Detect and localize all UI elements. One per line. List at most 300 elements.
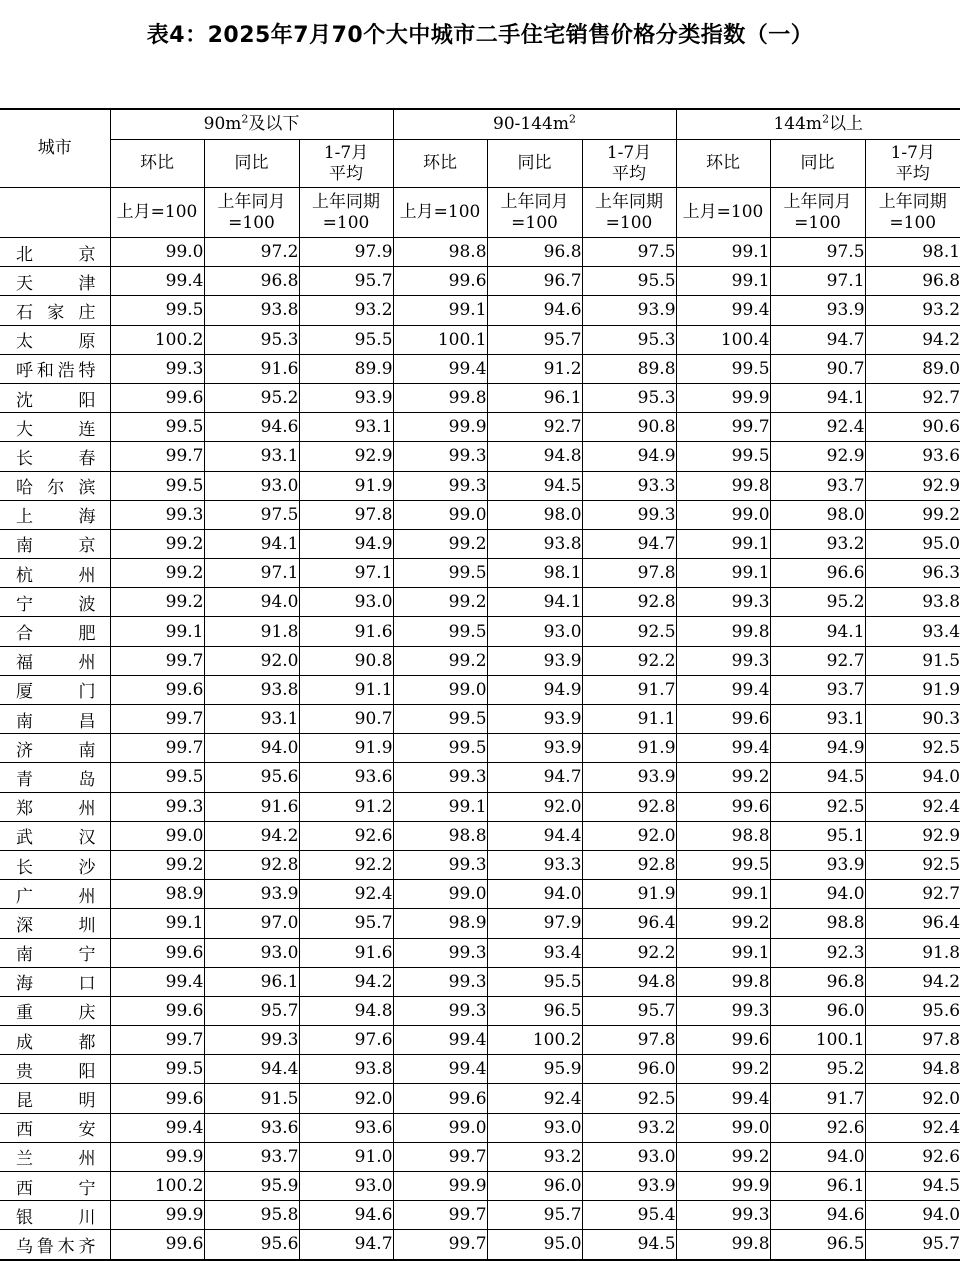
index-value: 99.4 bbox=[393, 1026, 487, 1055]
index-value: 99.5 bbox=[676, 354, 770, 383]
city-name: 贵阳 bbox=[0, 1055, 110, 1084]
index-value: 95.7 bbox=[865, 1230, 960, 1260]
index-value: 94.0 bbox=[204, 588, 299, 617]
index-value: 92.6 bbox=[865, 1142, 960, 1171]
index-value: 94.4 bbox=[487, 821, 582, 850]
group-label: 144m bbox=[773, 114, 823, 134]
index-value: 99.3 bbox=[676, 1201, 770, 1230]
index-value: 98.8 bbox=[393, 238, 487, 267]
index-value: 94.8 bbox=[865, 1055, 960, 1084]
index-value: 89.9 bbox=[299, 354, 393, 383]
index-value: 99.3 bbox=[676, 588, 770, 617]
index-value: 92.4 bbox=[865, 792, 960, 821]
index-value: 92.9 bbox=[865, 471, 960, 500]
index-value: 99.4 bbox=[676, 1084, 770, 1113]
index-value: 99.8 bbox=[676, 617, 770, 646]
index-value: 100.2 bbox=[487, 1026, 582, 1055]
index-value: 95.2 bbox=[770, 588, 865, 617]
index-value: 93.7 bbox=[204, 1142, 299, 1171]
index-value: 91.6 bbox=[204, 792, 299, 821]
city-name: 武汉 bbox=[0, 821, 110, 850]
index-value: 99.7 bbox=[393, 1201, 487, 1230]
index-value: 93.0 bbox=[204, 471, 299, 500]
index-value: 97.8 bbox=[582, 1026, 676, 1055]
index-value: 93.3 bbox=[582, 471, 676, 500]
table-row bbox=[0, 529, 960, 558]
index-value: 91.8 bbox=[204, 617, 299, 646]
index-value: 99.1 bbox=[676, 238, 770, 267]
index-value: 97.8 bbox=[299, 500, 393, 529]
table-row bbox=[0, 938, 960, 967]
index-value: 99.1 bbox=[676, 267, 770, 296]
base-header: 上年同月 =100 bbox=[770, 188, 865, 238]
city-name: 重庆 bbox=[0, 996, 110, 1025]
table-row bbox=[0, 1201, 960, 1230]
index-value: 99.2 bbox=[110, 559, 204, 588]
index-value: 99.5 bbox=[393, 559, 487, 588]
index-value: 94.6 bbox=[770, 1201, 865, 1230]
table-row bbox=[0, 1230, 960, 1260]
group-header bbox=[110, 109, 393, 140]
city-name: 南京 bbox=[0, 529, 110, 558]
index-value: 93.2 bbox=[770, 529, 865, 558]
column-header: 1-7月 平均 bbox=[582, 140, 676, 188]
index-value: 99.4 bbox=[393, 354, 487, 383]
index-value: 91.9 bbox=[582, 880, 676, 909]
index-value: 99.5 bbox=[676, 850, 770, 879]
index-value: 92.0 bbox=[487, 792, 582, 821]
index-value: 91.0 bbox=[299, 1142, 393, 1171]
index-value: 99.3 bbox=[204, 1026, 299, 1055]
index-value: 96.8 bbox=[204, 267, 299, 296]
index-value: 98.1 bbox=[865, 238, 960, 267]
index-value: 93.9 bbox=[204, 880, 299, 909]
table-body bbox=[0, 238, 960, 1260]
table-title: 表4：2025年7月70个大中城市二手住宅销售价格分类指数（一） bbox=[146, 23, 814, 48]
group-suffix: 以上 bbox=[829, 114, 864, 134]
index-value: 99.2 bbox=[676, 909, 770, 938]
index-value: 91.1 bbox=[299, 675, 393, 704]
index-value: 99.3 bbox=[582, 500, 676, 529]
index-value: 99.1 bbox=[676, 559, 770, 588]
index-value: 92.8 bbox=[582, 792, 676, 821]
index-value: 90.8 bbox=[582, 413, 676, 442]
index-value: 93.4 bbox=[487, 938, 582, 967]
index-value: 94.5 bbox=[770, 763, 865, 792]
index-value: 92.6 bbox=[770, 1113, 865, 1142]
index-value: 99.2 bbox=[393, 529, 487, 558]
index-value: 99.9 bbox=[110, 1142, 204, 1171]
index-value: 93.2 bbox=[299, 296, 393, 325]
index-value: 99.2 bbox=[676, 1142, 770, 1171]
index-value: 93.9 bbox=[770, 850, 865, 879]
table-row bbox=[0, 996, 960, 1025]
group-sup: 2 bbox=[241, 112, 249, 126]
city-header: 城市 bbox=[0, 109, 110, 188]
table-row bbox=[0, 792, 960, 821]
table-row bbox=[0, 325, 960, 354]
index-value: 97.8 bbox=[582, 559, 676, 588]
table-row bbox=[0, 705, 960, 734]
index-value: 99.5 bbox=[110, 413, 204, 442]
table-row bbox=[0, 880, 960, 909]
index-value: 96.4 bbox=[582, 909, 676, 938]
table-row bbox=[0, 1055, 960, 1084]
index-value: 96.6 bbox=[770, 559, 865, 588]
index-value: 94.0 bbox=[865, 763, 960, 792]
index-value: 97.1 bbox=[204, 559, 299, 588]
index-value: 96.8 bbox=[770, 967, 865, 996]
base-header: 上月=100 bbox=[393, 188, 487, 238]
index-value: 93.8 bbox=[204, 296, 299, 325]
index-value: 95.7 bbox=[487, 325, 582, 354]
index-value: 99.6 bbox=[110, 675, 204, 704]
table-row bbox=[0, 413, 960, 442]
table-row bbox=[0, 850, 960, 879]
index-value: 96.0 bbox=[487, 1172, 582, 1201]
index-value: 94.8 bbox=[487, 442, 582, 471]
index-value: 95.9 bbox=[487, 1055, 582, 1084]
column-header: 环比 bbox=[110, 140, 204, 188]
city-name: 济南 bbox=[0, 734, 110, 763]
index-value: 93.6 bbox=[299, 1113, 393, 1142]
index-value: 94.0 bbox=[487, 880, 582, 909]
index-value: 93.9 bbox=[487, 646, 582, 675]
index-value: 99.7 bbox=[393, 1230, 487, 1260]
table-row bbox=[0, 1113, 960, 1142]
city-name: 郑州 bbox=[0, 792, 110, 821]
group-label: 90-144m bbox=[493, 114, 569, 134]
base-header: 上月=100 bbox=[676, 188, 770, 238]
index-value: 94.7 bbox=[770, 325, 865, 354]
base-header: 上月=100 bbox=[110, 188, 204, 238]
index-value: 97.5 bbox=[204, 500, 299, 529]
index-value: 92.7 bbox=[865, 383, 960, 412]
index-value: 91.9 bbox=[582, 734, 676, 763]
index-value: 99.8 bbox=[393, 383, 487, 412]
index-value: 99.3 bbox=[676, 646, 770, 675]
index-value: 98.0 bbox=[770, 500, 865, 529]
index-value: 94.1 bbox=[770, 617, 865, 646]
city-name: 海口 bbox=[0, 967, 110, 996]
index-value: 94.1 bbox=[204, 529, 299, 558]
index-value: 96.4 bbox=[865, 909, 960, 938]
index-value: 93.9 bbox=[487, 734, 582, 763]
table-row bbox=[0, 617, 960, 646]
index-value: 94.0 bbox=[770, 880, 865, 909]
city-name: 南昌 bbox=[0, 705, 110, 734]
group-sup: 2 bbox=[568, 112, 576, 126]
index-value: 94.7 bbox=[582, 529, 676, 558]
index-value: 99.8 bbox=[676, 471, 770, 500]
column-header: 同比 bbox=[770, 140, 865, 188]
index-value: 99.5 bbox=[110, 296, 204, 325]
index-value: 99.1 bbox=[676, 938, 770, 967]
index-value: 99.3 bbox=[393, 850, 487, 879]
index-value: 99.2 bbox=[676, 763, 770, 792]
index-value: 99.7 bbox=[110, 1026, 204, 1055]
index-value: 95.8 bbox=[204, 1201, 299, 1230]
index-value: 93.0 bbox=[582, 1142, 676, 1171]
index-value: 99.2 bbox=[393, 588, 487, 617]
column-header: 同比 bbox=[487, 140, 582, 188]
city-name: 南宁 bbox=[0, 938, 110, 967]
index-value: 97.5 bbox=[582, 238, 676, 267]
index-value: 99.0 bbox=[110, 238, 204, 267]
city-name: 厦门 bbox=[0, 675, 110, 704]
table-row bbox=[0, 675, 960, 704]
index-value: 99.9 bbox=[393, 413, 487, 442]
city-name: 西安 bbox=[0, 1113, 110, 1142]
table-row bbox=[0, 967, 960, 996]
index-value: 92.0 bbox=[865, 1084, 960, 1113]
index-value: 94.9 bbox=[299, 529, 393, 558]
price-index-table bbox=[0, 108, 960, 1261]
index-value: 99.5 bbox=[393, 705, 487, 734]
index-value: 97.0 bbox=[204, 909, 299, 938]
index-value: 99.3 bbox=[393, 938, 487, 967]
index-value: 89.0 bbox=[865, 354, 960, 383]
index-value: 93.0 bbox=[299, 1172, 393, 1201]
index-value: 94.9 bbox=[487, 675, 582, 704]
index-value: 99.6 bbox=[110, 383, 204, 412]
index-value: 95.1 bbox=[770, 821, 865, 850]
index-value: 94.0 bbox=[865, 1201, 960, 1230]
index-value: 93.1 bbox=[770, 705, 865, 734]
index-value: 91.7 bbox=[582, 675, 676, 704]
index-value: 92.4 bbox=[487, 1084, 582, 1113]
index-value: 99.3 bbox=[110, 792, 204, 821]
index-value: 99.1 bbox=[110, 909, 204, 938]
index-value: 93.6 bbox=[299, 763, 393, 792]
index-value: 92.7 bbox=[487, 413, 582, 442]
index-value: 99.2 bbox=[393, 646, 487, 675]
index-value: 92.9 bbox=[865, 821, 960, 850]
index-value: 95.7 bbox=[582, 996, 676, 1025]
index-value: 92.2 bbox=[299, 850, 393, 879]
index-value: 94.6 bbox=[487, 296, 582, 325]
index-value: 92.4 bbox=[770, 413, 865, 442]
index-value: 98.8 bbox=[676, 821, 770, 850]
index-value: 99.4 bbox=[676, 734, 770, 763]
index-value: 99.6 bbox=[676, 705, 770, 734]
index-value: 99.2 bbox=[865, 500, 960, 529]
index-value: 100.1 bbox=[393, 325, 487, 354]
index-value: 99.5 bbox=[676, 442, 770, 471]
index-value: 99.8 bbox=[676, 967, 770, 996]
index-value: 92.5 bbox=[770, 792, 865, 821]
group-label: 90m bbox=[203, 114, 242, 134]
index-value: 93.1 bbox=[204, 705, 299, 734]
index-value: 93.1 bbox=[299, 413, 393, 442]
table-row bbox=[0, 588, 960, 617]
city-name: 长春 bbox=[0, 442, 110, 471]
index-value: 96.8 bbox=[487, 238, 582, 267]
index-value: 95.6 bbox=[865, 996, 960, 1025]
column-header: 1-7月 平均 bbox=[865, 140, 960, 188]
index-value: 97.1 bbox=[770, 267, 865, 296]
index-value: 95.7 bbox=[204, 996, 299, 1025]
index-value: 99.2 bbox=[110, 529, 204, 558]
index-value: 99.1 bbox=[393, 296, 487, 325]
table-row bbox=[0, 763, 960, 792]
table-row bbox=[0, 909, 960, 938]
table-row bbox=[0, 1084, 960, 1113]
city-name: 广州 bbox=[0, 880, 110, 909]
index-value: 93.6 bbox=[204, 1113, 299, 1142]
index-value: 94.7 bbox=[299, 1230, 393, 1260]
index-value: 95.7 bbox=[487, 1201, 582, 1230]
subheader-row bbox=[0, 140, 960, 188]
index-value: 95.9 bbox=[204, 1172, 299, 1201]
index-value: 93.7 bbox=[770, 471, 865, 500]
table-row bbox=[0, 442, 960, 471]
table-row bbox=[0, 1026, 960, 1055]
index-value: 99.9 bbox=[110, 1201, 204, 1230]
index-value: 91.2 bbox=[487, 354, 582, 383]
index-value: 92.8 bbox=[582, 850, 676, 879]
index-value: 100.2 bbox=[110, 1172, 204, 1201]
city-name: 天津 bbox=[0, 267, 110, 296]
index-value: 99.6 bbox=[676, 1026, 770, 1055]
index-value: 91.6 bbox=[299, 938, 393, 967]
index-value: 94.0 bbox=[204, 734, 299, 763]
index-value: 99.7 bbox=[110, 705, 204, 734]
index-value: 99.3 bbox=[393, 967, 487, 996]
index-value: 92.0 bbox=[204, 646, 299, 675]
index-value: 97.1 bbox=[299, 559, 393, 588]
index-value: 99.7 bbox=[110, 734, 204, 763]
index-value: 92.0 bbox=[299, 1084, 393, 1113]
index-value: 99.7 bbox=[676, 413, 770, 442]
index-value: 95.4 bbox=[582, 1201, 676, 1230]
index-value: 98.9 bbox=[393, 909, 487, 938]
index-value: 99.3 bbox=[393, 996, 487, 1025]
index-value: 100.4 bbox=[676, 325, 770, 354]
index-value: 92.2 bbox=[582, 646, 676, 675]
column-header: 环比 bbox=[676, 140, 770, 188]
index-value: 95.3 bbox=[204, 325, 299, 354]
index-value: 95.0 bbox=[487, 1230, 582, 1260]
index-value: 93.0 bbox=[487, 617, 582, 646]
base-row bbox=[0, 188, 960, 238]
index-value: 94.0 bbox=[770, 1142, 865, 1171]
index-value: 99.5 bbox=[393, 734, 487, 763]
index-value: 92.8 bbox=[582, 588, 676, 617]
index-value: 99.6 bbox=[110, 1230, 204, 1260]
index-value: 90.6 bbox=[865, 413, 960, 442]
index-value: 99.5 bbox=[110, 763, 204, 792]
index-value: 96.7 bbox=[487, 267, 582, 296]
index-value: 99.0 bbox=[393, 675, 487, 704]
table-row bbox=[0, 238, 960, 267]
index-value: 99.5 bbox=[110, 471, 204, 500]
index-value: 93.6 bbox=[865, 442, 960, 471]
table-row bbox=[0, 734, 960, 763]
index-value: 99.0 bbox=[110, 821, 204, 850]
index-value: 95.0 bbox=[865, 529, 960, 558]
index-value: 94.7 bbox=[487, 763, 582, 792]
index-value: 96.0 bbox=[770, 996, 865, 1025]
index-value: 95.2 bbox=[770, 1055, 865, 1084]
table-row bbox=[0, 296, 960, 325]
index-value: 93.0 bbox=[487, 1113, 582, 1142]
index-value: 92.8 bbox=[204, 850, 299, 879]
index-value: 99.7 bbox=[110, 646, 204, 675]
index-value: 94.1 bbox=[770, 383, 865, 412]
column-header: 环比 bbox=[393, 140, 487, 188]
index-value: 95.6 bbox=[204, 763, 299, 792]
index-value: 97.8 bbox=[865, 1026, 960, 1055]
table-row bbox=[0, 559, 960, 588]
index-value: 94.6 bbox=[204, 413, 299, 442]
index-value: 92.9 bbox=[299, 442, 393, 471]
index-value: 91.9 bbox=[865, 675, 960, 704]
index-value: 99.0 bbox=[393, 500, 487, 529]
column-header: 同比 bbox=[204, 140, 299, 188]
table-row bbox=[0, 1142, 960, 1171]
blank-cell bbox=[0, 188, 110, 238]
index-value: 93.7 bbox=[770, 675, 865, 704]
index-value: 92.9 bbox=[770, 442, 865, 471]
city-name: 成都 bbox=[0, 1026, 110, 1055]
index-value: 91.5 bbox=[204, 1084, 299, 1113]
index-value: 99.9 bbox=[393, 1172, 487, 1201]
column-header: 1-7月 平均 bbox=[299, 140, 393, 188]
index-value: 99.6 bbox=[393, 267, 487, 296]
city-name: 合肥 bbox=[0, 617, 110, 646]
index-value: 93.9 bbox=[299, 383, 393, 412]
index-value: 94.5 bbox=[487, 471, 582, 500]
index-value: 99.5 bbox=[110, 1055, 204, 1084]
index-value: 99.0 bbox=[393, 1113, 487, 1142]
index-value: 94.5 bbox=[582, 1230, 676, 1260]
index-value: 99.9 bbox=[676, 1172, 770, 1201]
table-row bbox=[0, 383, 960, 412]
city-name: 银川 bbox=[0, 1201, 110, 1230]
index-value: 94.8 bbox=[299, 996, 393, 1025]
index-value: 99.4 bbox=[676, 675, 770, 704]
index-value: 91.7 bbox=[770, 1084, 865, 1113]
index-value: 98.8 bbox=[770, 909, 865, 938]
index-value: 99.9 bbox=[676, 383, 770, 412]
index-value: 90.3 bbox=[865, 705, 960, 734]
index-value: 94.4 bbox=[204, 1055, 299, 1084]
index-value: 89.8 bbox=[582, 354, 676, 383]
city-name: 兰州 bbox=[0, 1142, 110, 1171]
index-value: 99.4 bbox=[393, 1055, 487, 1084]
index-value: 96.1 bbox=[487, 383, 582, 412]
index-value: 91.2 bbox=[299, 792, 393, 821]
index-value: 93.8 bbox=[299, 1055, 393, 1084]
index-value: 99.7 bbox=[110, 442, 204, 471]
group-header bbox=[676, 109, 960, 140]
index-value: 91.9 bbox=[299, 471, 393, 500]
city-name: 呼和浩特 bbox=[0, 354, 110, 383]
index-value: 99.3 bbox=[393, 442, 487, 471]
index-value: 99.2 bbox=[110, 850, 204, 879]
index-value: 95.5 bbox=[487, 967, 582, 996]
index-value: 91.9 bbox=[299, 734, 393, 763]
index-value: 99.3 bbox=[393, 471, 487, 500]
index-value: 93.9 bbox=[582, 296, 676, 325]
index-value: 99.1 bbox=[676, 880, 770, 909]
index-value: 92.6 bbox=[299, 821, 393, 850]
index-value: 90.8 bbox=[299, 646, 393, 675]
index-value: 92.4 bbox=[299, 880, 393, 909]
index-value: 92.2 bbox=[582, 938, 676, 967]
index-value: 99.7 bbox=[393, 1142, 487, 1171]
